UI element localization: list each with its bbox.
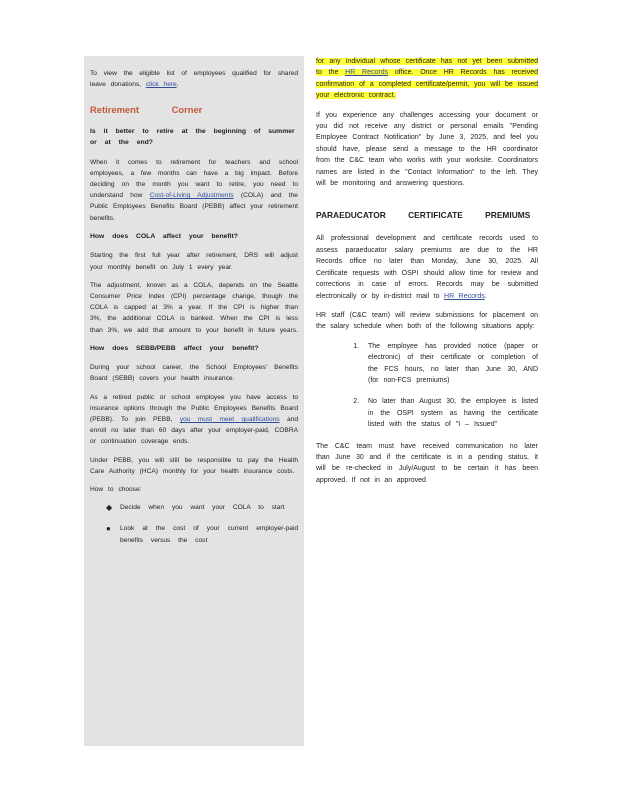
retirement-sidebar [84, 56, 304, 746]
p1-text-a: When it comes to retirement for teachers and school employees, a few months can have a big impact. Before deciding on the month you want to retire, you need to understand how [90, 158, 298, 200]
cola-pebb-paragraph [90, 157, 298, 224]
intro-text: To view the eligible list of employees qualified for shared leave donations, [90, 70, 298, 89]
retirement-corner-heading: Retirement Corner [90, 104, 203, 116]
challenges-paragraph: If you experience any challenges accessing your document or you did not receive any district or personal emails "Pending Employee Contract Notification" by June 3, 2025, and feel you should have, please send a message to the HR coordinator from the C&C team who works with your worksite. Coordinators names are listed in the "Contact Information" to the left. They will be monitoring and answering questions. [316, 111, 538, 188]
p5-text-b: and enroll no later than 60 days after your employer-paid, COBRA or continuation coverage ends. [90, 416, 298, 446]
list-item: 1. The employee has provided notice (paper or electronic) of their certificate or completion of the FCS hours, no later than June 30, AND (for non-FCS premiums) [364, 341, 538, 387]
intro-paragraph [90, 68, 298, 90]
hr-records-link[interactable]: HR Records [345, 69, 389, 77]
question-cola: How does COLA affect your benefit? [90, 232, 238, 240]
p5-text-a: As a retired public or school employee you have access to insurance options through the Public Employees Benefits Board (PEBB). To join PEBB, [90, 393, 298, 424]
hca-paragraph: Under PEBB, you will still be responsible to pay the Health Care Authority (HCA) monthly for your health insurance costs. [90, 456, 298, 475]
review-paragraph: HR staff (C&C team) will review submissions for placement on the salary schedule when both of the following situations apply: [316, 311, 538, 331]
choose-list [90, 502, 298, 546]
question-retire-timing: Is it better to retire at the beginning of summer or at the end? [90, 127, 295, 147]
circle-bullet-icon: ● [106, 524, 111, 534]
list-item [106, 502, 298, 513]
main-column [316, 56, 538, 494]
pebb-paragraph [90, 392, 298, 448]
cc-team-paragraph: The C&C team must have received communication no later than June 30 and if the certificate is in a pending status, it will be re-checked in July/August to be certain it has been approved. If not in an approved [316, 442, 538, 484]
cola-link[interactable]: Cost-of-Living Adjustments [149, 192, 234, 200]
sebb-paragraph: During your school career, the School Employees' Benefits Board (SEBB) covers your health insurance. [90, 364, 298, 383]
paraeducator-heading: PARAEDUCATOR CERTIFICATE PREMIUMS [316, 210, 531, 221]
how-to-choose: How to choose: [90, 486, 142, 494]
intro-end: . [176, 81, 179, 89]
cola-start-paragraph: Starting the first full year after retirement, DRS will adjust your monthly benefit on July 1 every year. [90, 252, 298, 271]
bullet-text: Look at the cost of your current employer-paid benefits versus the cost [120, 525, 298, 544]
list-item: 2. No later than August 30, the employee is listed in the OSPI system as having the certificate listed with the status of "I – Issued" [364, 396, 538, 430]
p2-end: . [484, 292, 487, 300]
p1-text-b: (COLA) and the Public Employees Benefits Board (PEBB) affect your retirement benefits. [90, 192, 298, 222]
p2-text-a: All professional development and certificate records used to assess paraeducator salary premiums are due to the HR Records office no later than Monday, June 30, 2025. All Certificate requests with OSPI should allow time for review and corrections in case of errors. Records may be submitted electronically or by in-district mail to [316, 235, 538, 300]
requirements-list [316, 341, 538, 431]
hr-records-link-2[interactable]: HR Records [444, 292, 485, 300]
question-sebb-pebb: How does SEBB/PEBB affect your benefit? [90, 344, 259, 352]
qualifications-link[interactable]: you must meet qualifications [179, 416, 280, 424]
hl-text-b: office. Once HR Records has received confirmation of a completed certificate/permit, you will be issued your electronic contract. [316, 69, 538, 100]
hl-text-a: for any individual whose certificate has not yet been submitted to the [316, 58, 538, 77]
diamond-bullet-icon: ◆ [106, 503, 113, 513]
list-item [106, 523, 298, 545]
click-here-link[interactable]: click here [145, 81, 177, 89]
cola-cpi-paragraph: The adjustment, known as a COLA, depends on the Seattle Consumer Price Index (CPI) percentage change, though the COLA is capped at 3% a year. If the CPI is higher than 3%, the additional COLA is banked. When the CPI is less than 3%, we add that amount to your benefit in future years. [90, 281, 298, 334]
bullet-text: Decide when you want your COLA to start [120, 504, 285, 512]
records-paragraph [316, 233, 538, 301]
highlighted-contract-paragraph [316, 56, 538, 102]
